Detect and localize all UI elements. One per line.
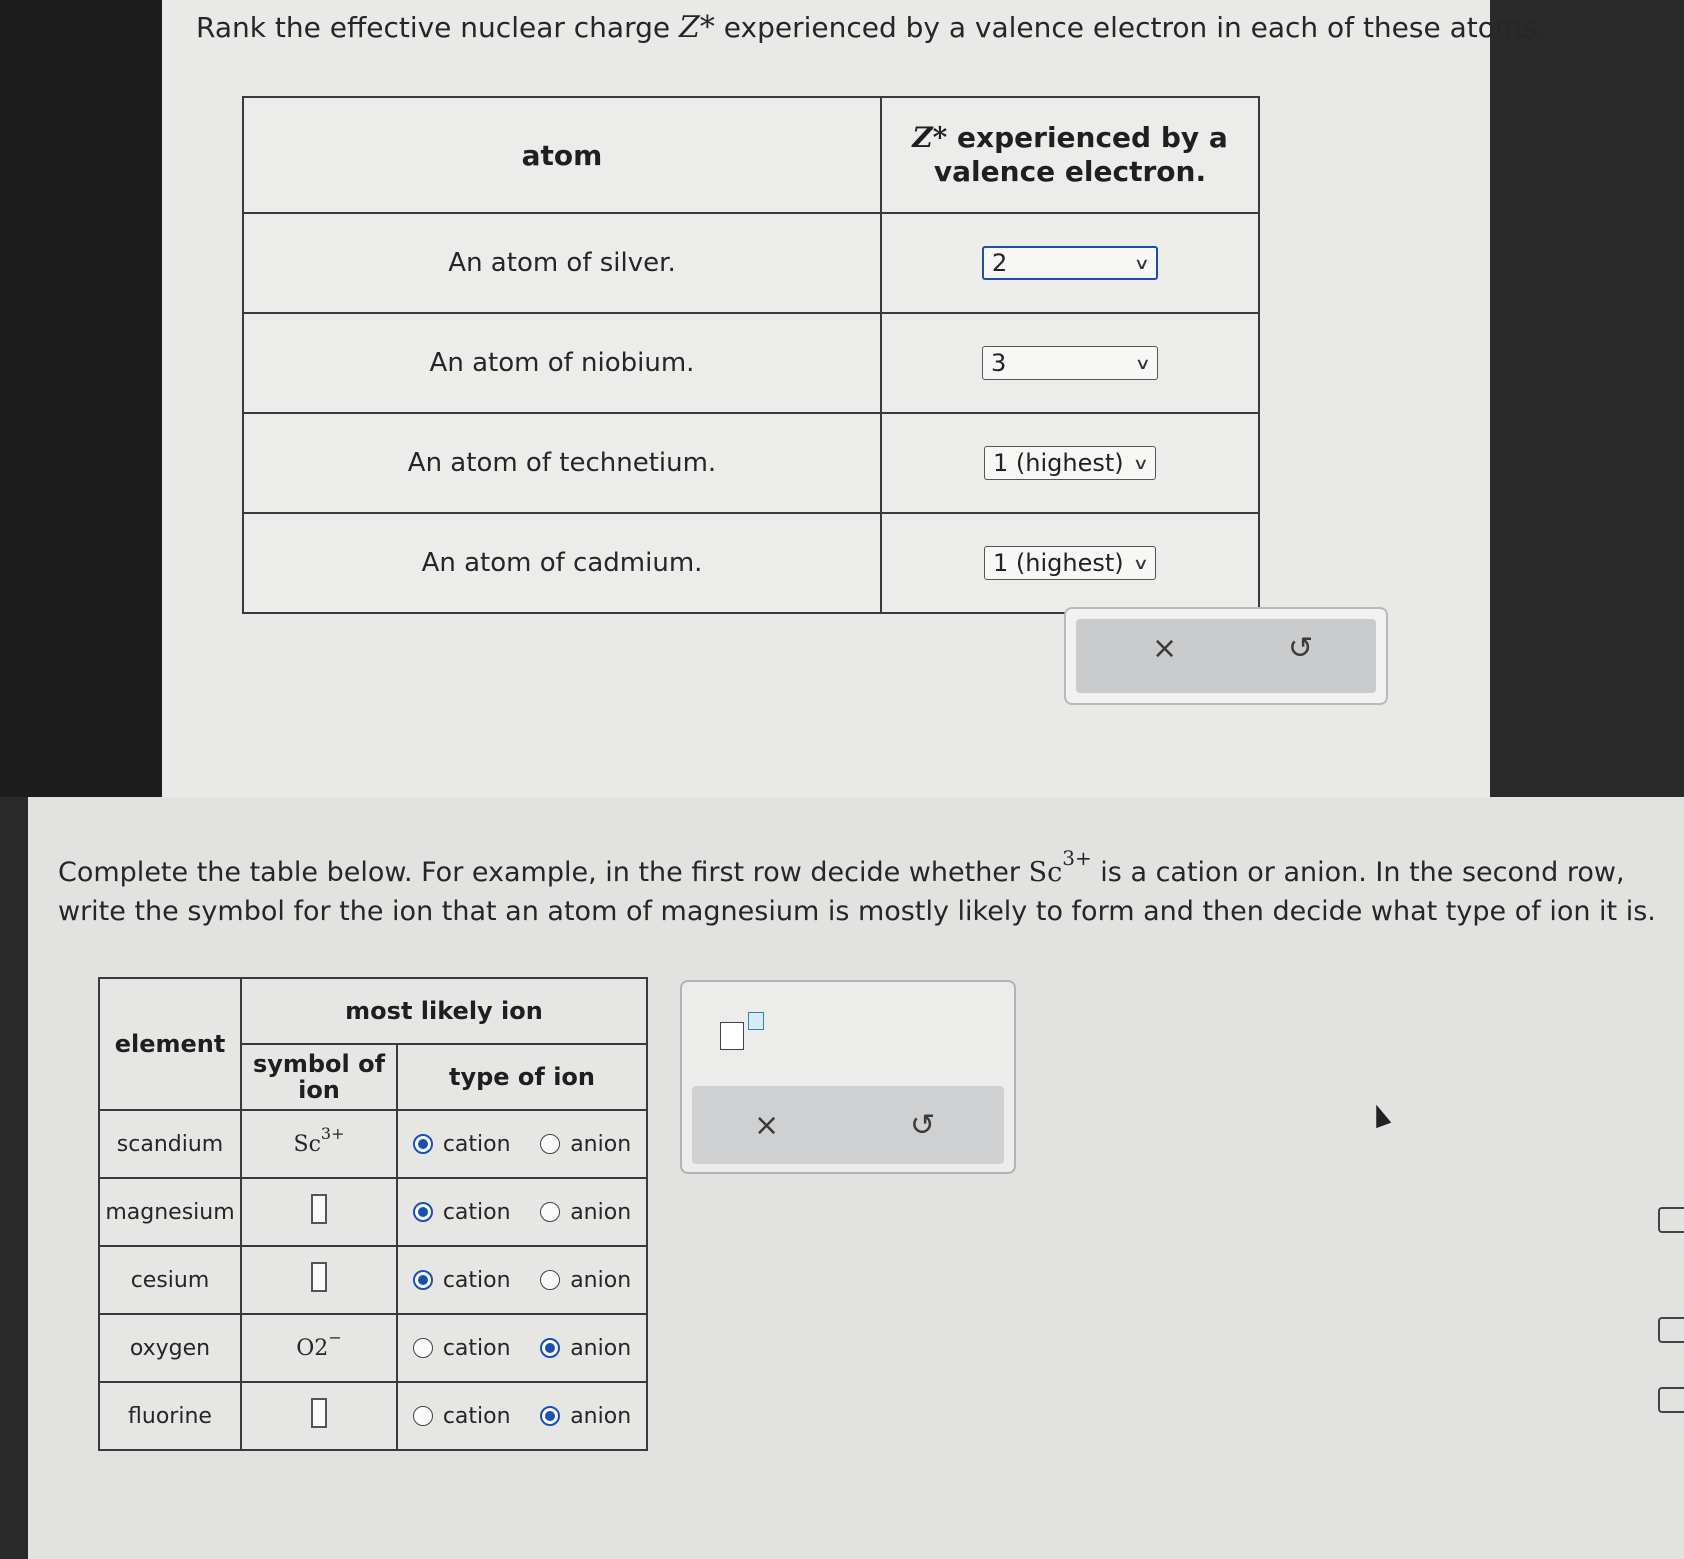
clear-icon[interactable]: × xyxy=(1152,631,1178,666)
ion-symbol-field[interactable]: $Sc^{3+}$ xyxy=(241,1110,397,1178)
z-column-header: Z* experienced by a valence electron. xyxy=(881,97,1259,213)
element-label: scandium xyxy=(99,1110,241,1178)
cation-radio[interactable]: cation xyxy=(413,1336,511,1361)
ion-table xyxy=(98,977,648,1451)
cation-radio[interactable]: cation xyxy=(413,1200,511,1225)
anion-radio[interactable]: anion xyxy=(540,1132,631,1157)
table-row xyxy=(99,1314,647,1382)
element-label: cesium xyxy=(99,1246,241,1314)
background-edge xyxy=(0,0,162,797)
zstar-symbol: Z* xyxy=(679,10,715,45)
rank-toolbar xyxy=(1064,607,1388,705)
ion-symbol-field[interactable] xyxy=(241,1178,397,1246)
empty-input-box[interactable] xyxy=(311,1194,327,1224)
element-label: oxygen xyxy=(99,1314,241,1382)
anion-radio[interactable]: anion xyxy=(540,1200,631,1225)
symbol-column-header: symbol of ion xyxy=(241,1044,397,1110)
anion-radio[interactable]: anion xyxy=(540,1336,631,1361)
side-edge-icon[interactable] xyxy=(1658,1207,1684,1233)
table-row xyxy=(99,1246,647,1314)
cation-radio[interactable]: cation xyxy=(413,1268,511,1293)
rank-select-silver[interactable]: 2 ∨ xyxy=(982,246,1158,280)
rank-prompt: Rank the effective nuclear charge Z* experienced by a valence electron in each of these atoms: xyxy=(196,10,1547,45)
element-column-header: element xyxy=(99,978,241,1110)
anion-radio[interactable]: anion xyxy=(540,1404,631,1429)
type-column-header: type of ion xyxy=(397,1044,647,1110)
table-row xyxy=(99,1178,647,1246)
ion-prompt: Complete the table below. For example, in the first row decide whether $Sc^{3+}$ is a cation or anion. In the second row, write the symbol for the ion that an atom of magnesium is mostly likely to form and then decide what type of ion it is. xyxy=(58,846,1656,927)
side-edge-icon[interactable] xyxy=(1658,1387,1684,1413)
ion-toolbar xyxy=(680,980,1016,1174)
element-label: fluorine xyxy=(99,1382,241,1450)
element-label: magnesium xyxy=(99,1178,241,1246)
rank-table xyxy=(242,96,1260,614)
atom-column-header: atom xyxy=(243,97,881,213)
undo-icon[interactable]: ↺ xyxy=(910,1108,936,1143)
undo-icon[interactable]: ↺ xyxy=(1288,631,1314,666)
anion-radio[interactable]: anion xyxy=(540,1268,631,1293)
rank-select-niobium[interactable]: 3 ∨ xyxy=(982,346,1158,380)
ion-toolbar-bar xyxy=(692,1086,1004,1164)
most-likely-ion-header: most likely ion xyxy=(241,978,647,1044)
ion-symbol-field[interactable]: O2− xyxy=(241,1314,397,1382)
chevron-down-icon: ∨ xyxy=(1132,453,1150,473)
atom-label: An atom of niobium. xyxy=(243,313,881,413)
rank-select-technetium[interactable]: 1 (highest) ∨ xyxy=(984,446,1156,480)
side-edge-icon[interactable] xyxy=(1658,1317,1684,1343)
cation-radio[interactable]: cation xyxy=(413,1404,511,1429)
chevron-down-icon: ∨ xyxy=(1133,253,1151,273)
chevron-down-icon: ∨ xyxy=(1134,353,1152,373)
rank-toolbar-bar xyxy=(1076,619,1376,693)
rank-question-panel xyxy=(162,0,1547,797)
empty-input-box[interactable] xyxy=(311,1398,327,1428)
empty-input-box[interactable] xyxy=(311,1262,327,1292)
atom-label: An atom of technetium. xyxy=(243,413,881,513)
table-row xyxy=(99,1382,647,1450)
ion-symbol-field[interactable] xyxy=(241,1382,397,1450)
rank-select-cadmium[interactable]: 1 (highest) ∨ xyxy=(984,546,1156,580)
atom-label: An atom of silver. xyxy=(243,213,881,313)
table-row xyxy=(99,1110,647,1178)
clear-icon[interactable]: × xyxy=(754,1108,780,1143)
ion-question-panel xyxy=(28,797,1684,1559)
cation-radio[interactable]: cation xyxy=(413,1132,511,1157)
ion-symbol-field[interactable] xyxy=(241,1246,397,1314)
chevron-down-icon: ∨ xyxy=(1132,553,1150,573)
atom-label: An atom of cadmium. xyxy=(243,513,881,613)
superscript-box-icon[interactable] xyxy=(720,1012,768,1052)
